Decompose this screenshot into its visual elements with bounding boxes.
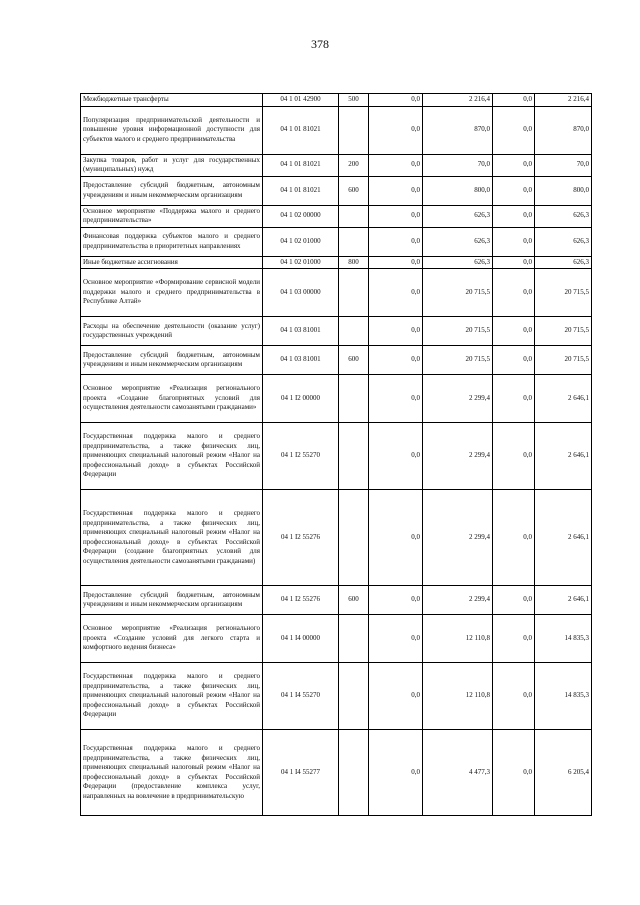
table-row: [81, 176, 592, 205]
amount-col-2: 2 299,4: [423, 586, 493, 615]
amount-col-3: 0,0: [493, 256, 535, 269]
amount-col-2: 20 715,5: [423, 269, 493, 317]
expense-type: 500: [339, 94, 369, 107]
amount-col-3: 0,0: [493, 227, 535, 256]
expense-type: 200: [339, 154, 369, 176]
amount-col-1: 0,0: [369, 317, 423, 346]
amount-col-4: 2 646,1: [535, 423, 592, 490]
amount-col-2: 626,3: [423, 227, 493, 256]
page-number: 378: [311, 37, 329, 51]
amount-col-2: 70,0: [423, 154, 493, 176]
item-name: Государственная поддержка малого и среднего предпринимательства, а также физических лиц, применяющих специальный налоговый режим «Налог на профессиональный доход» в субъектах Российской Федерации (создание благоприятных условий для осуществления деятельности самозанятыми гражданами): [81, 490, 263, 586]
target-code: 04 1 01 81021: [263, 106, 339, 154]
amount-col-3: 0,0: [493, 730, 535, 816]
amount-col-2: 626,3: [423, 205, 493, 227]
amount-col-3: 0,0: [493, 375, 535, 423]
amount-col-1: 0,0: [369, 586, 423, 615]
target-code: 04 1 I4 00000: [263, 615, 339, 663]
target-code: 04 1 01 42900: [263, 94, 339, 107]
amount-col-1: 0,0: [369, 269, 423, 317]
table-row: [81, 256, 592, 269]
amount-col-4: 626,3: [535, 256, 592, 269]
item-name: Иные бюджетные ассигнования: [81, 256, 263, 269]
amount-col-2: 4 477,3: [423, 730, 493, 816]
amount-col-1: 0,0: [369, 154, 423, 176]
amount-col-2: 870,0: [423, 106, 493, 154]
expense-type: [339, 615, 369, 663]
amount-col-2: 2 216,4: [423, 94, 493, 107]
table-row: [81, 423, 592, 490]
amount-col-4: 2 646,1: [535, 490, 592, 586]
target-code: 04 1 01 81021: [263, 176, 339, 205]
amount-col-3: 0,0: [493, 205, 535, 227]
amount-col-4: 20 715,5: [535, 346, 592, 375]
expense-type: [339, 490, 369, 586]
amount-col-3: 0,0: [493, 317, 535, 346]
target-code: 04 1 I4 55270: [263, 663, 339, 730]
amount-col-3: 0,0: [493, 663, 535, 730]
amount-col-3: 0,0: [493, 154, 535, 176]
expense-type: [339, 317, 369, 346]
table-row: [81, 205, 592, 227]
table-row: [81, 317, 592, 346]
amount-col-3: 0,0: [493, 106, 535, 154]
amount-col-2: 20 715,5: [423, 346, 493, 375]
amount-col-3: 0,0: [493, 269, 535, 317]
target-code: 04 1 I2 00000: [263, 375, 339, 423]
amount-col-4: 14 835,3: [535, 663, 592, 730]
amount-col-3: 0,0: [493, 423, 535, 490]
amount-col-4: 800,0: [535, 176, 592, 205]
target-code: 04 1 I2 55276: [263, 586, 339, 615]
item-name: Государственная поддержка малого и среднего предпринимательства, а также физических лиц, применяющих специальный налоговый режим «Налог на профессиональный доход» в субъектах Российской Федерации: [81, 423, 263, 490]
target-code: 04 1 02 01000: [263, 256, 339, 269]
amount-col-1: 0,0: [369, 423, 423, 490]
table-row: [81, 269, 592, 317]
amount-col-4: 20 715,5: [535, 317, 592, 346]
amount-col-1: 0,0: [369, 730, 423, 816]
expense-type: [339, 663, 369, 730]
item-name: Основное мероприятие «Формирование сервисной модели поддержки малого и среднего предпринимательства в Республике Алтай»: [81, 269, 263, 317]
amount-col-1: 0,0: [369, 205, 423, 227]
table-row: [81, 106, 592, 154]
amount-col-3: 0,0: [493, 176, 535, 205]
table-row: [81, 663, 592, 730]
item-name: Популяризация предпринимательской деятельности и повышение уровня информационной доступности для субъектов малого и среднего предпринимательства: [81, 106, 263, 154]
amount-col-3: 0,0: [493, 615, 535, 663]
expense-type: 600: [339, 586, 369, 615]
table-row: [81, 346, 592, 375]
target-code: 04 1 I2 55276: [263, 490, 339, 586]
item-name: Основное мероприятие «Реализация регионального проекта «Создание условий для легкого старта и комфортного ведения бизнеса»: [81, 615, 263, 663]
amount-col-4: 870,0: [535, 106, 592, 154]
amount-col-4: 14 835,3: [535, 615, 592, 663]
item-name: Основное мероприятие «Поддержка малого и среднего предпринимательства»: [81, 205, 263, 227]
budget-table: [80, 93, 592, 816]
amount-col-1: 0,0: [369, 227, 423, 256]
item-name: Предоставление субсидий бюджетным, автономным учреждениям и иным некоммерческим организациям: [81, 586, 263, 615]
amount-col-2: 626,3: [423, 256, 493, 269]
amount-col-4: 626,3: [535, 205, 592, 227]
amount-col-4: 70,0: [535, 154, 592, 176]
expense-type: [339, 730, 369, 816]
amount-col-1: 0,0: [369, 490, 423, 586]
amount-col-1: 0,0: [369, 346, 423, 375]
table-row: [81, 154, 592, 176]
table-row: [81, 490, 592, 586]
amount-col-3: 0,0: [493, 490, 535, 586]
expense-type: 600: [339, 346, 369, 375]
table-row: [81, 730, 592, 816]
target-code: 04 1 I2 55270: [263, 423, 339, 490]
amount-col-4: 2 216,4: [535, 94, 592, 107]
amount-col-3: 0,0: [493, 94, 535, 107]
expense-type: [339, 375, 369, 423]
table-row: [81, 375, 592, 423]
amount-col-2: 2 299,4: [423, 423, 493, 490]
item-name: Закупка товаров, работ и услуг для государственных (муниципальных) нужд: [81, 154, 263, 176]
amount-col-1: 0,0: [369, 663, 423, 730]
item-name: Государственная поддержка малого и среднего предпринимательства, а также физических лиц, применяющих специальный налоговый режим «Налог на профессиональный доход» в субъектах Российской Федерации (предоставление комплекса услуг, направленных на вовлечение в предпринимательскую: [81, 730, 263, 816]
target-code: 04 1 I4 55277: [263, 730, 339, 816]
item-name: Межбюджетные трансферты: [81, 94, 263, 107]
amount-col-1: 0,0: [369, 176, 423, 205]
amount-col-1: 0,0: [369, 94, 423, 107]
table-row: [81, 227, 592, 256]
amount-col-2: 800,0: [423, 176, 493, 205]
target-code: 04 1 03 81001: [263, 317, 339, 346]
budget-table-body: [81, 94, 592, 816]
target-code: 04 1 01 81021: [263, 154, 339, 176]
item-name: Государственная поддержка малого и среднего предпринимательства, а также физических лиц, применяющих специальный налоговый режим «Налог на профессиональный доход» в субъектах Российской Федерации: [81, 663, 263, 730]
amount-col-4: 6 205,4: [535, 730, 592, 816]
amount-col-4: 20 715,5: [535, 269, 592, 317]
item-name: Предоставление субсидий бюджетным, автономным учреждениям и иным некоммерческим организациям: [81, 346, 263, 375]
expense-type: 800: [339, 256, 369, 269]
amount-col-1: 0,0: [369, 375, 423, 423]
target-code: 04 1 03 00000: [263, 269, 339, 317]
expense-type: [339, 227, 369, 256]
amount-col-1: 0,0: [369, 256, 423, 269]
item-name: Расходы на обеспечение деятельности (оказание услуг) государственных учреждений: [81, 317, 263, 346]
item-name: Финансовая поддержка субъектов малого и среднего предпринимательства в приоритетных направлениях: [81, 227, 263, 256]
amount-col-4: 2 646,1: [535, 375, 592, 423]
table-row: [81, 94, 592, 107]
item-name: Предоставление субсидий бюджетным, автономным учреждениям и иным некоммерческим организациям: [81, 176, 263, 205]
amount-col-2: 20 715,5: [423, 317, 493, 346]
table-row: [81, 586, 592, 615]
expense-type: 600: [339, 176, 369, 205]
expense-type: [339, 423, 369, 490]
target-code: 04 1 02 01000: [263, 227, 339, 256]
amount-col-1: 0,0: [369, 106, 423, 154]
expense-type: [339, 106, 369, 154]
expense-type: [339, 269, 369, 317]
amount-col-4: 2 646,1: [535, 586, 592, 615]
table-row: [81, 615, 592, 663]
expense-type: [339, 205, 369, 227]
target-code: 04 1 02 00000: [263, 205, 339, 227]
amount-col-1: 0,0: [369, 615, 423, 663]
amount-col-4: 626,3: [535, 227, 592, 256]
amount-col-2: 12 110,8: [423, 615, 493, 663]
amount-col-3: 0,0: [493, 586, 535, 615]
item-name: Основное мероприятие «Реализация регионального проекта «Создание благоприятных условий для осуществления деятельности самозанятыми гражданами»: [81, 375, 263, 423]
amount-col-2: 12 110,8: [423, 663, 493, 730]
amount-col-2: 2 299,4: [423, 375, 493, 423]
amount-col-2: 2 299,4: [423, 490, 493, 586]
target-code: 04 1 03 81001: [263, 346, 339, 375]
amount-col-3: 0,0: [493, 346, 535, 375]
